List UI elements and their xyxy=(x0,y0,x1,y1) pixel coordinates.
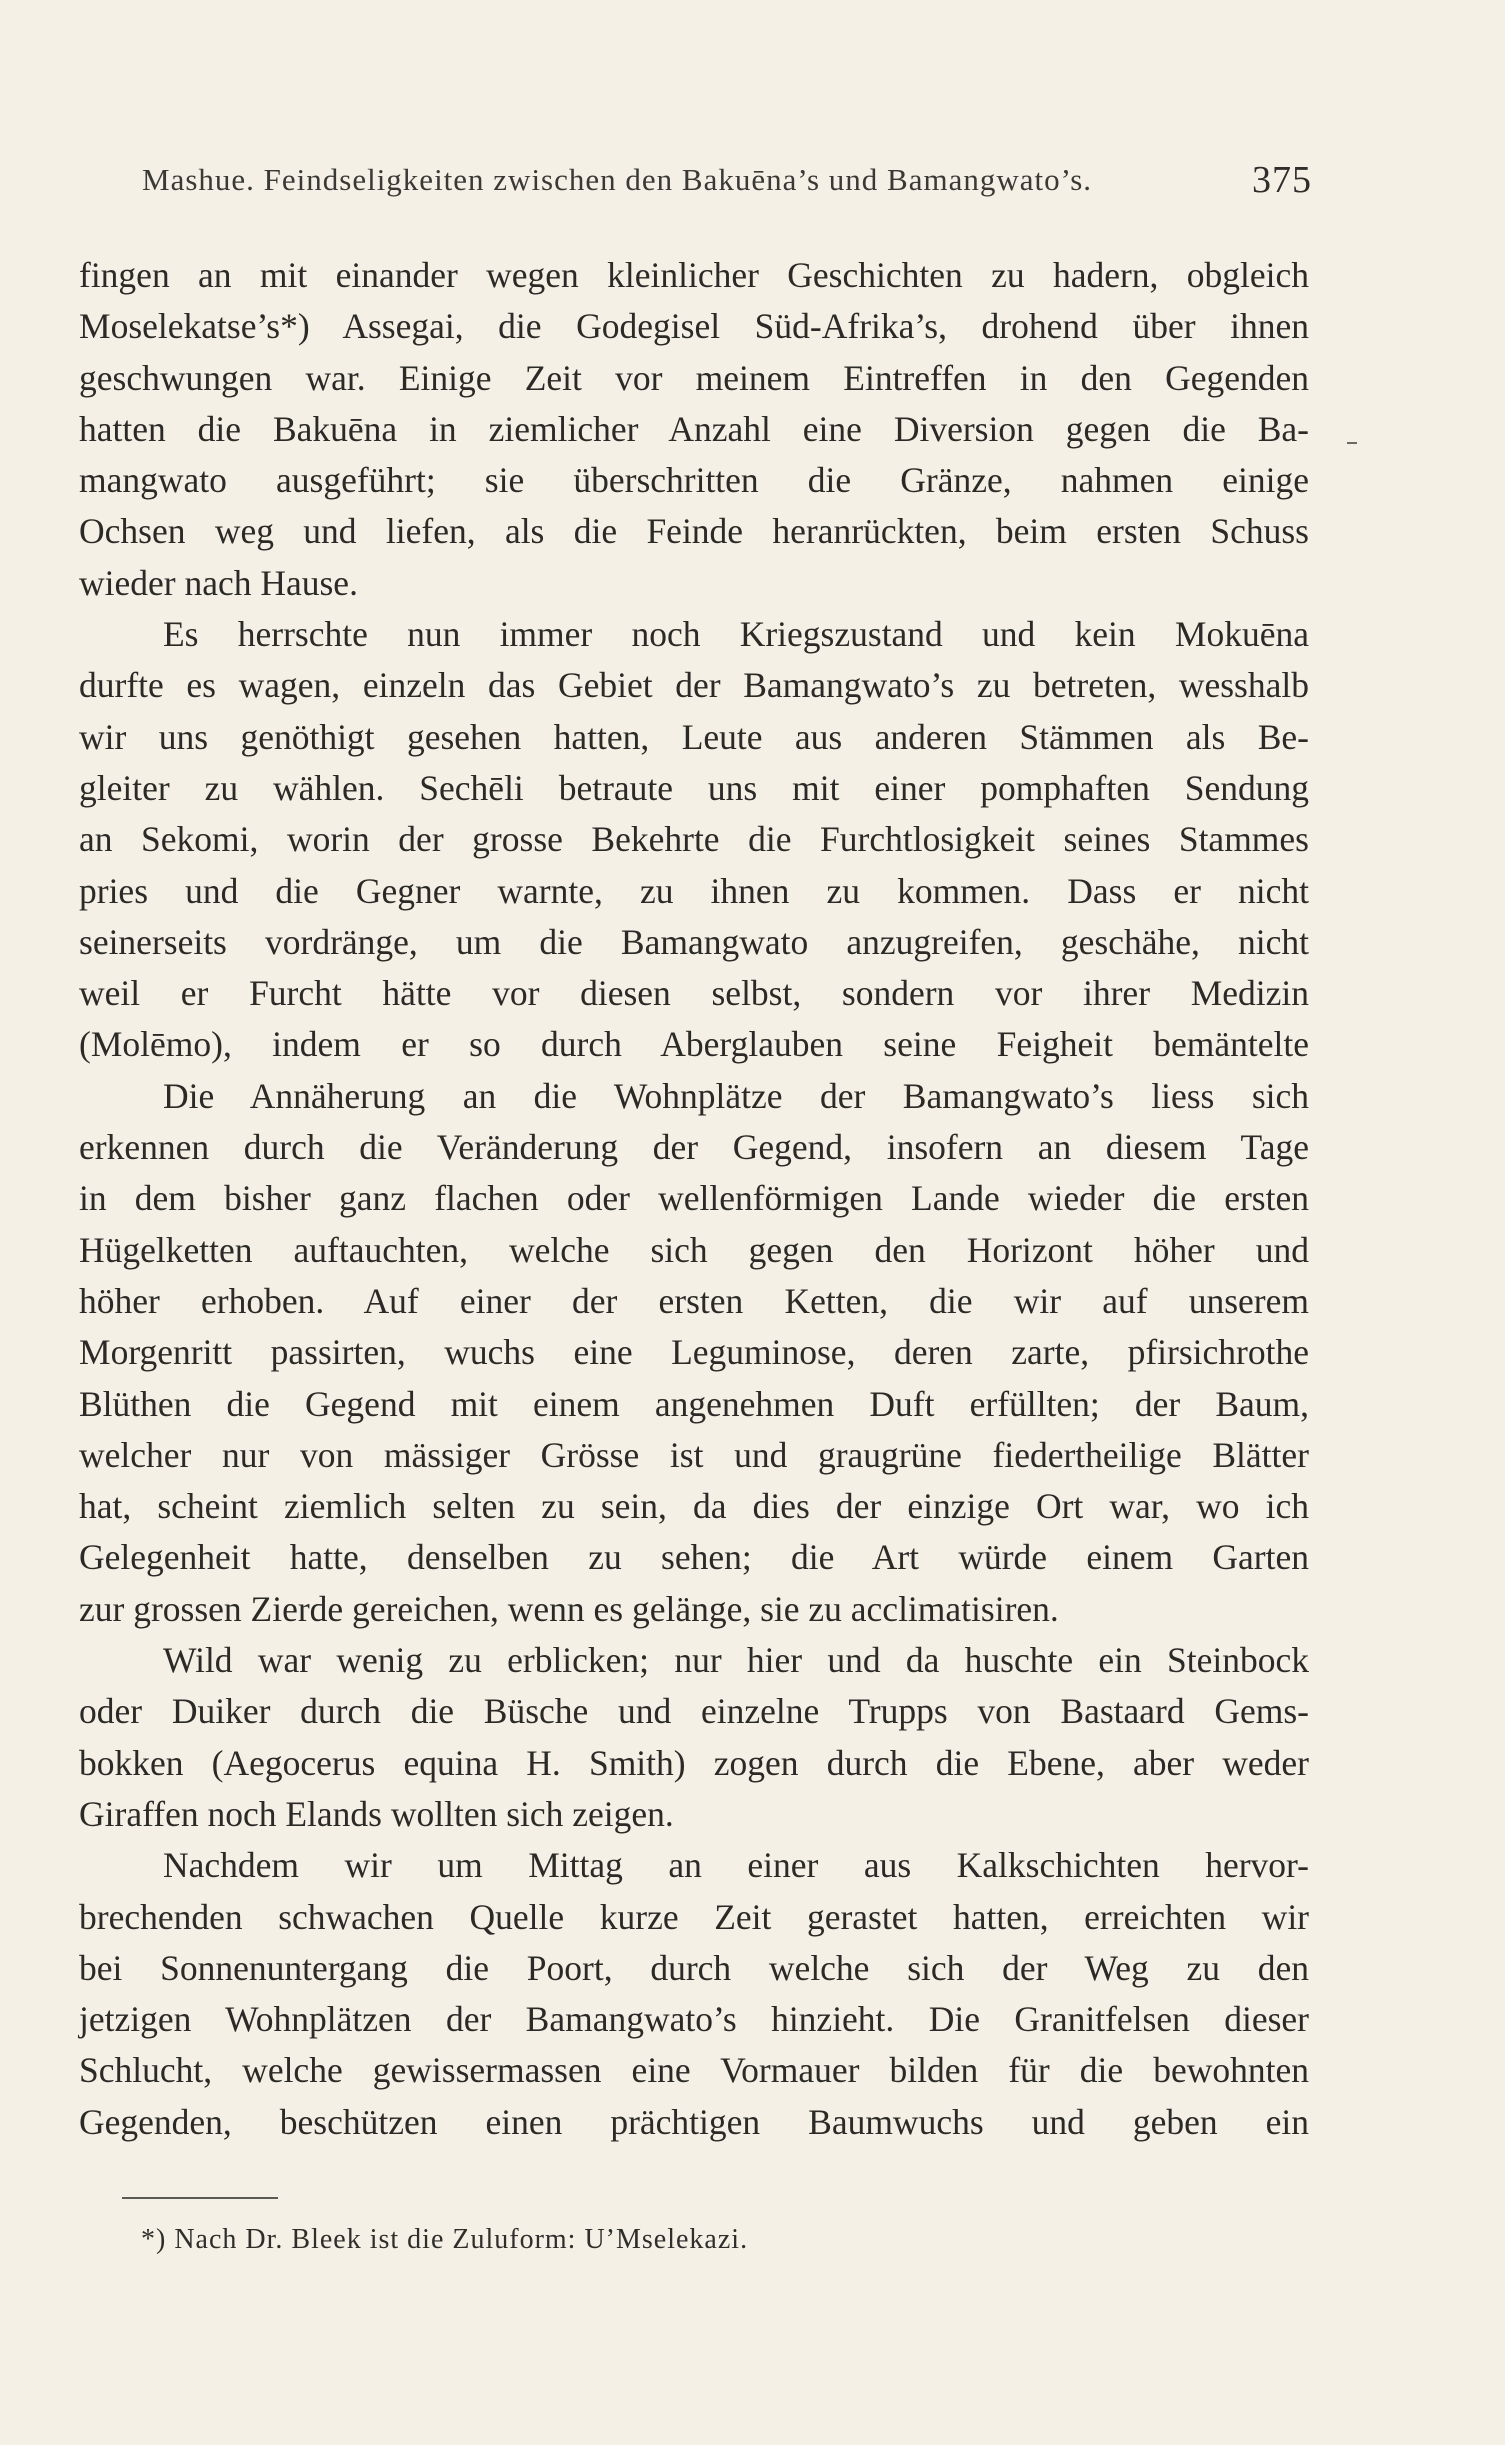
text-line: bei Sonnenuntergang die Poort, durch welche sich der Weg zu den xyxy=(79,1947,1309,1988)
text-line: Ochsen weg und liefen, als die Feinde heranrückten, beim ersten Schuss xyxy=(79,511,1309,552)
paragraph-first-line: Nachdem wir um Mittag an einer aus Kalkschichten hervor- xyxy=(163,1845,1309,1886)
margin-hyphen-mark xyxy=(1347,442,1357,444)
running-head xyxy=(142,158,1312,210)
text-line: mangwato ausgeführt; sie überschritten die Gränze, nahmen einige xyxy=(79,460,1309,501)
text-line: hat, scheint ziemlich selten zu sein, da dies der einzige Ort war, wo ich xyxy=(79,1486,1309,1527)
text-line: pries und die Gegner warnte, zu ihnen zu kommen. Dass er nicht xyxy=(79,870,1309,911)
text-line: zur grossen Zierde gereichen, wenn es gelänge, sie zu acclimatisiren. xyxy=(79,1588,1059,1629)
body-text xyxy=(79,250,1309,2148)
text-line: höher erhoben. Auf einer der ersten Ketten, die wir auf unserem xyxy=(79,1280,1309,1321)
text-line: erkennen durch die Veränderung der Gegend, insofern an diesem Tage xyxy=(79,1127,1309,1168)
text-line: oder Duiker durch die Büsche und einzelne Trupps von Bastaard Gems- xyxy=(79,1691,1309,1732)
text-line: welcher nur von mässiger Grösse ist und graugrüne fiedertheilige Blätter xyxy=(79,1434,1309,1475)
text-line: Hügelketten auftauchten, welche sich gegen den Horizont höher und xyxy=(79,1229,1309,1270)
text-line: bokken (Aegocerus equina H. Smith) zogen durch die Ebene, aber weder xyxy=(79,1742,1309,1783)
text-line: wieder nach Hause. xyxy=(79,562,358,603)
text-line: in dem bisher ganz flachen oder wellenförmigen Lande wieder die ersten xyxy=(79,1178,1309,1219)
text-line: Morgenritt passirten, wuchs eine Leguminose, deren zarte, pfirsichrothe xyxy=(79,1332,1309,1373)
page-number: 375 xyxy=(1252,159,1312,201)
text-line: an Sekomi, worin der grosse Bekehrte die Furchtlosigkeit seines Stammes xyxy=(79,819,1309,860)
text-line: seinerseits vordränge, um die Bamangwato anzugreifen, geschähe, nicht xyxy=(79,921,1309,962)
text-line: Gegenden, beschützen einen prächtigen Baumwuchs und geben ein xyxy=(79,2101,1309,2142)
text-line: gleiter zu wählen. Sechēli betraute uns mit einer pomphaften Sendung xyxy=(79,767,1309,808)
text-line: brechenden schwachen Quelle kurze Zeit gerastet hatten, erreichten wir xyxy=(79,1896,1309,1937)
text-line: jetzigen Wohnplätzen der Bamangwato’s hinzieht. Die Granitfelsen dieser xyxy=(79,1999,1309,2040)
paragraph-first-line: Es herrschte nun immer noch Kriegszustand und kein Mokuēna xyxy=(163,614,1309,655)
text-line: fingen an mit einander wegen kleinlicher Geschichten zu hadern, obgleich xyxy=(79,255,1309,295)
text-line: Blüthen die Gegend mit einem angenehmen Duft erfüllten; der Baum, xyxy=(79,1383,1309,1424)
text-line: hatten die Bakuēna in ziemlicher Anzahl eine Diversion gegen die Ba- xyxy=(79,408,1309,449)
paragraph-first-line: Die Annäherung an die Wohnplätze der Bamangwato’s liess sich xyxy=(163,1075,1309,1116)
text-line: Giraffen noch Elands wollten sich zeigen. xyxy=(79,1793,674,1834)
text-line: durfte es wagen, einzeln das Gebiet der Bamangwato’s zu betreten, wesshalb xyxy=(79,665,1309,706)
text-line: weil er Furcht hätte vor diesen selbst, sondern vor ihrer Medizin xyxy=(79,973,1309,1014)
running-title: Mashue. Feindseligkeiten zwischen den Bakuēna’s und Bamangwato’s. xyxy=(142,162,1093,197)
text-line: (Molēmo), indem er so durch Aberglauben seine Feigheit bemäntelte xyxy=(79,1024,1309,1065)
footnote-rule xyxy=(122,2197,278,2199)
text-line: wir uns genöthigt gesehen hatten, Leute aus anderen Stämmen als Be- xyxy=(79,716,1309,757)
text-line: Moselekatse’s*) Assegai, die Godegisel Süd-Afrika’s, drohend über ihnen xyxy=(79,306,1309,347)
text-line: geschwungen war. Einige Zeit vor meinem Eintreffen in den Gegenden xyxy=(79,357,1309,398)
text-line: Schlucht, welche gewissermassen eine Vormauer bilden für die bewohnten xyxy=(79,2050,1309,2091)
footnote: *) Nach Dr. Bleek ist die Zuluform: U’Mselekazi. xyxy=(141,2224,749,2255)
text-line: Gelegenheit hatte, denselben zu sehen; die Art würde einem Garten xyxy=(79,1537,1309,1578)
paragraph-first-line: Wild war wenig zu erblicken; nur hier und da huschte ein Steinbock xyxy=(163,1640,1309,1681)
